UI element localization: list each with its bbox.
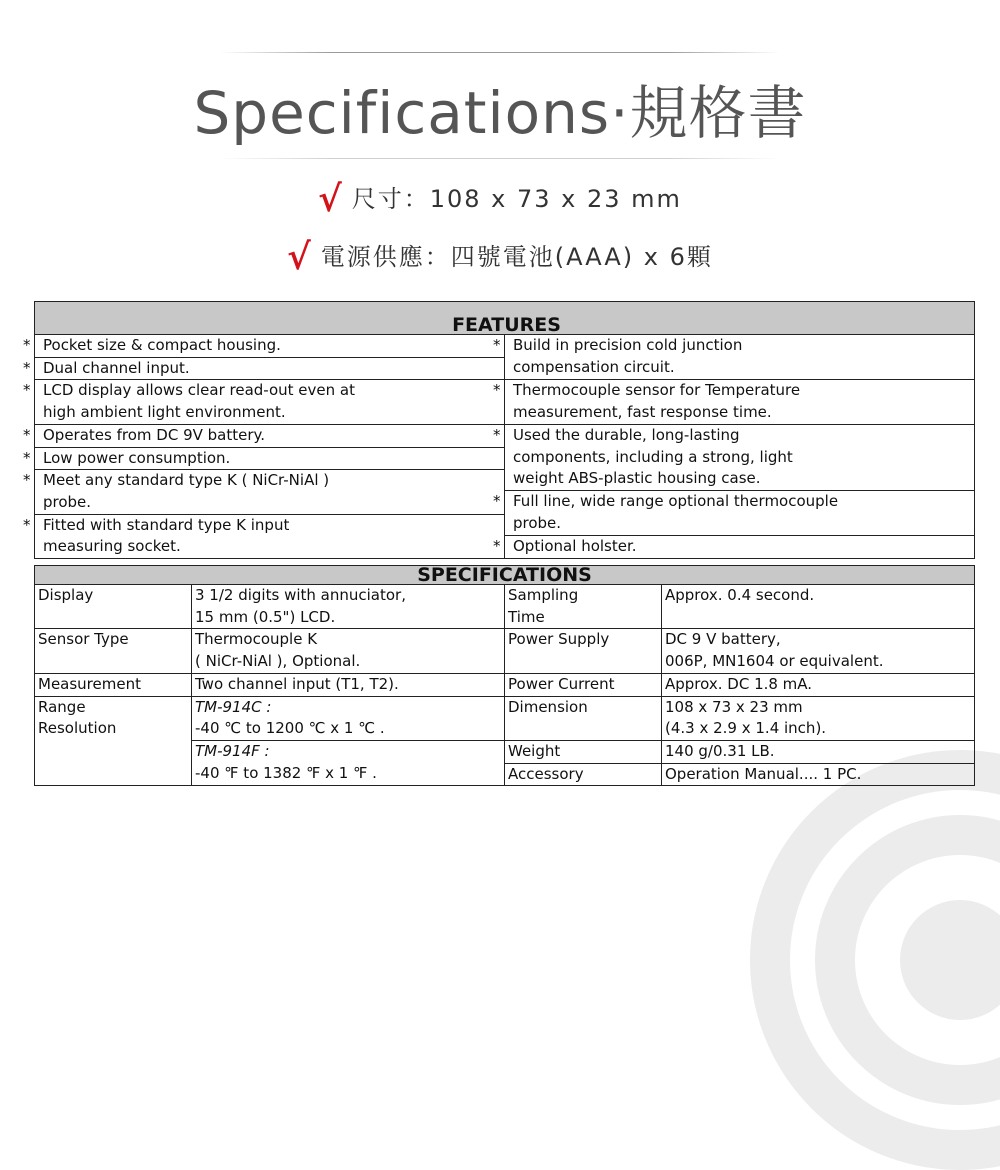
power-current-label: Power Current [505, 673, 662, 696]
feature-item: * Used the durable, long-lasting components, including a strong, light weight ABS-plastic housing case. [505, 424, 975, 490]
title-rule-top [220, 52, 780, 53]
range-celsius-value: TM-914C : -40 ℃ to 1200 ℃ x 1 ℃ . [192, 696, 505, 740]
checkmark-icon: √ [287, 236, 313, 278]
sensor-label: Sensor Type [35, 629, 192, 673]
power-current-value: Approx. DC 1.8 mA. [662, 673, 975, 696]
sampling-value: Approx. 0.4 second. [662, 585, 975, 629]
title-rule-bottom [220, 158, 780, 159]
sensor-value: Thermocouple K ( NiCr-NiAl ), Optional. [192, 629, 505, 673]
measurement-value: Two channel input (T1, T2). [192, 673, 505, 696]
wifi-watermark-icon [750, 750, 1000, 1170]
range-fahrenheit-value: TM-914F : -40 ℉ to 1382 ℉ x 1 ℉ . [192, 740, 505, 785]
feature-item: * Optional holster. [505, 535, 975, 558]
feature-item: * Operates from DC 9V battery. [35, 424, 505, 447]
sampling-label: Sampling Time [505, 585, 662, 629]
weight-label: Weight [505, 740, 662, 763]
feature-item: * Pocket size & compact housing. [35, 335, 505, 358]
display-value: 3 1/2 digits with annuciator, 15 mm (0.5") LCD. [192, 585, 505, 629]
feature-item: * Low power consumption. [35, 447, 505, 470]
page-title: Specifications·規格書 [193, 79, 807, 147]
dimension-summary: √ 尺寸：108 x 73 x 23 mm [318, 178, 682, 220]
power-supply-label: Power Supply [505, 629, 662, 673]
feature-item: * Thermocouple sensor for Temperature measurement, fast response time. [505, 380, 975, 424]
weight-value: 140 g/0.31 LB. [662, 740, 975, 763]
accessory-label: Accessory [505, 763, 662, 786]
specifications-table [34, 565, 975, 786]
feature-item: * Full line, wide range optional thermocouple probe. [505, 490, 975, 535]
accessory-value: Operation Manual.... 1 PC. [662, 763, 975, 786]
power-supply-value: DC 9 V battery, 006P, MN1604 or equivalent. [662, 629, 975, 673]
features-header: FEATURES [35, 302, 975, 335]
feature-item: * Build in precision cold junction compensation circuit. [505, 335, 975, 380]
dimension-label: Dimension [505, 696, 662, 740]
dimension-value: 108 x 73 x 23 mm (4.3 x 2.9 x 1.4 inch). [662, 696, 975, 740]
measurement-label: Measurement [35, 673, 192, 696]
display-label: Display [35, 585, 192, 629]
power-summary: √ 電源供應：四號電池(AAA) x 6顆 [287, 236, 713, 278]
specifications-header: SPECIFICATIONS [35, 566, 975, 585]
feature-item: * Fitted with standard type K input measuring socket. [35, 514, 505, 558]
features-table [23, 301, 975, 559]
checkmark-icon: √ [318, 178, 344, 220]
feature-item: * LCD display allows clear read-out even at high ambient light environment. [35, 380, 505, 424]
range-label: Range Resolution [35, 696, 192, 786]
feature-item: * Meet any standard type K ( NiCr-NiAl ) probe. [35, 470, 505, 514]
feature-item: * Dual channel input. [35, 357, 505, 380]
